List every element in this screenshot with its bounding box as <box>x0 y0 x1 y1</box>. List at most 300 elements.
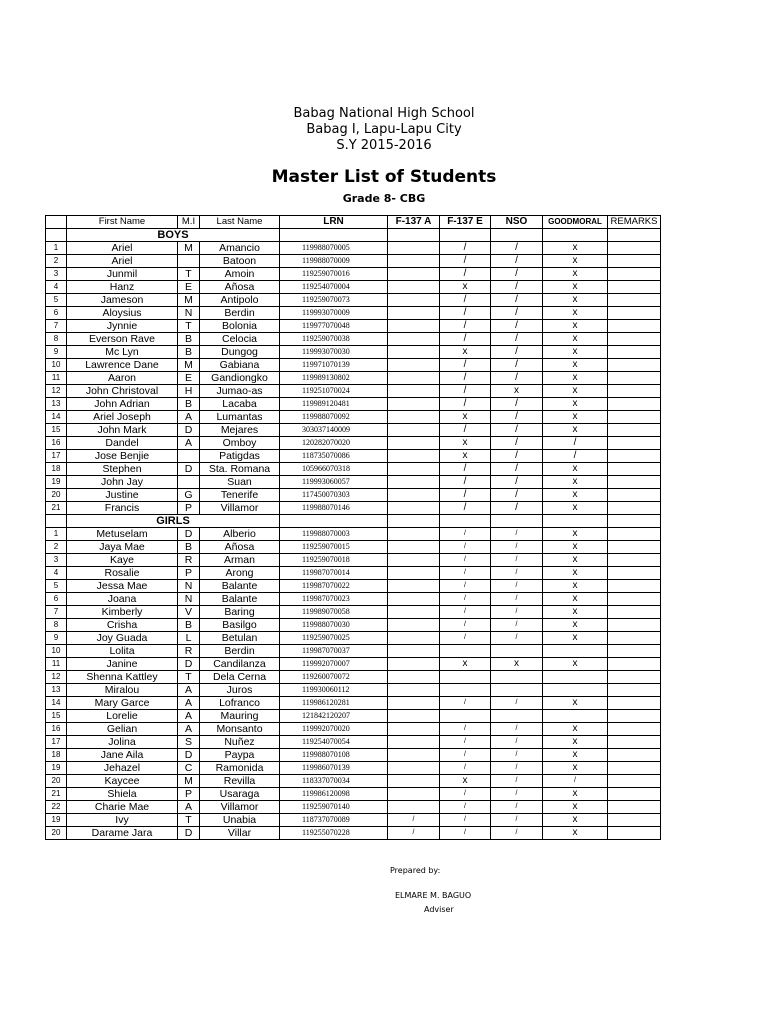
remarks-cell <box>608 658 661 671</box>
f137e-cell: / <box>440 385 491 398</box>
table-row <box>46 788 661 801</box>
first-name-cell: Kaycee <box>67 775 178 788</box>
middle-initial-cell: R <box>178 645 200 658</box>
f137a-cell <box>388 606 440 619</box>
middle-initial-cell: V <box>178 606 200 619</box>
f137a-cell <box>388 697 440 710</box>
f137e-cell <box>440 645 491 658</box>
nso-cell: / <box>491 723 543 736</box>
f137a-cell <box>388 307 440 320</box>
lrn-cell: 119254070054 <box>280 736 388 749</box>
row-number-cell: 8 <box>46 333 67 346</box>
lrn-cell: 119255070228 <box>280 827 388 840</box>
lrn-cell: 119988070030 <box>280 619 388 632</box>
middle-initial-cell: B <box>178 398 200 411</box>
last-name-cell: Mauring <box>200 710 280 723</box>
nso-cell <box>491 671 543 684</box>
goodmoral-cell: x <box>543 424 608 437</box>
row-number-cell: 10 <box>46 645 67 658</box>
remarks-cell <box>608 762 661 775</box>
nso-cell: / <box>491 541 543 554</box>
table-row <box>46 710 661 723</box>
f137a-cell <box>388 242 440 255</box>
goodmoral-cell: x <box>543 359 608 372</box>
row-number-cell: 11 <box>46 372 67 385</box>
remarks-cell <box>608 710 661 723</box>
f137a-cell <box>388 268 440 281</box>
nso-cell: / <box>491 827 543 840</box>
nso-cell: / <box>491 411 543 424</box>
prepared-by-label: Prepared by: <box>390 866 441 875</box>
lrn-cell: 303037140009 <box>280 424 388 437</box>
header-remarks: REMARKS <box>608 216 661 229</box>
remarks-cell <box>608 502 661 515</box>
lrn-cell: 120282070020 <box>280 437 388 450</box>
first-name-cell: Everson Rave <box>67 333 178 346</box>
lrn-cell: 119259070140 <box>280 801 388 814</box>
last-name-cell: Lumantas <box>200 411 280 424</box>
goodmoral-cell: x <box>543 528 608 541</box>
middle-initial-cell: L <box>178 632 200 645</box>
row-number-cell: 6 <box>46 307 67 320</box>
f137e-cell: / <box>440 398 491 411</box>
lrn-cell: 119977070048 <box>280 320 388 333</box>
table-row <box>46 359 661 372</box>
goodmoral-cell: x <box>543 541 608 554</box>
table-row <box>46 320 661 333</box>
table-row <box>46 268 661 281</box>
lrn-cell: 105966070318 <box>280 463 388 476</box>
lrn-cell: 119987070022 <box>280 580 388 593</box>
last-name-cell: Basilgo <box>200 619 280 632</box>
goodmoral-cell: x <box>543 619 608 632</box>
last-name-cell: Amoin <box>200 268 280 281</box>
first-name-cell: Junmil <box>67 268 178 281</box>
remarks-cell <box>608 645 661 658</box>
f137e-cell: x <box>440 411 491 424</box>
lrn-cell: 119988070005 <box>280 242 388 255</box>
remarks-cell <box>608 723 661 736</box>
remarks-cell <box>608 671 661 684</box>
section-cell <box>543 229 608 242</box>
last-name-cell: Antipolo <box>200 294 280 307</box>
remarks-cell <box>608 359 661 372</box>
remarks-cell <box>608 281 661 294</box>
lrn-cell: 119993060057 <box>280 476 388 489</box>
row-number-cell: 14 <box>46 411 67 424</box>
remarks-cell <box>608 749 661 762</box>
goodmoral-cell: x <box>543 606 608 619</box>
f137a-cell <box>388 541 440 554</box>
f137e-cell: / <box>440 827 491 840</box>
f137e-cell: x <box>440 281 491 294</box>
nso-cell: / <box>491 619 543 632</box>
goodmoral-cell: x <box>543 827 608 840</box>
middle-initial-cell: M <box>178 294 200 307</box>
table-row <box>46 723 661 736</box>
first-name-cell: Rosalie <box>67 567 178 580</box>
table-row <box>46 554 661 567</box>
remarks-cell <box>608 541 661 554</box>
last-name-cell: Berdin <box>200 645 280 658</box>
header-row-number <box>46 216 67 229</box>
table-row <box>46 801 661 814</box>
table-row <box>46 814 661 827</box>
table-row <box>46 294 661 307</box>
lrn-cell: 119989130802 <box>280 372 388 385</box>
last-name-cell: Baring <box>200 606 280 619</box>
goodmoral-cell: x <box>543 554 608 567</box>
table-row <box>46 372 661 385</box>
middle-initial-cell: B <box>178 346 200 359</box>
row-number-cell: 5 <box>46 580 67 593</box>
goodmoral-cell: / <box>543 450 608 463</box>
middle-initial-cell: R <box>178 554 200 567</box>
nso-cell: / <box>491 372 543 385</box>
table-row <box>46 671 661 684</box>
page-title: Master List of Students <box>271 167 497 187</box>
row-number-cell: 6 <box>46 593 67 606</box>
remarks-cell <box>608 775 661 788</box>
last-name-cell: Monsanto <box>200 723 280 736</box>
middle-initial-cell: A <box>178 723 200 736</box>
f137e-cell: / <box>440 424 491 437</box>
lrn-cell: 119987070014 <box>280 567 388 580</box>
row-number-cell: 11 <box>46 658 67 671</box>
nso-cell: / <box>491 762 543 775</box>
table-row <box>46 658 661 671</box>
nso-cell <box>491 710 543 723</box>
f137e-cell: / <box>440 567 491 580</box>
goodmoral-cell: x <box>543 463 608 476</box>
nso-cell: / <box>491 801 543 814</box>
section-label: BOYS <box>67 229 280 242</box>
nso-cell: / <box>491 554 543 567</box>
row-number-cell: 9 <box>46 632 67 645</box>
middle-initial-cell <box>178 255 200 268</box>
f137e-cell: / <box>440 580 491 593</box>
adviser-name: ELMARE M. BAGUO <box>395 891 472 900</box>
nso-cell: / <box>491 333 543 346</box>
goodmoral-cell: x <box>543 814 608 827</box>
remarks-cell <box>608 632 661 645</box>
row-number-cell: 16 <box>46 437 67 450</box>
f137a-cell <box>388 671 440 684</box>
middle-initial-cell: M <box>178 775 200 788</box>
f137a-cell: / <box>388 827 440 840</box>
nso-cell: / <box>491 632 543 645</box>
table-row <box>46 827 661 840</box>
header-goodmoral: GOODMORAL <box>543 216 608 229</box>
nso-cell: / <box>491 281 543 294</box>
lrn-cell: 119259070025 <box>280 632 388 645</box>
f137e-cell: / <box>440 788 491 801</box>
lrn-cell: 119260070072 <box>280 671 388 684</box>
table-row <box>46 476 661 489</box>
remarks-cell <box>608 697 661 710</box>
row-number-cell: 17 <box>46 450 67 463</box>
remarks-cell <box>608 827 661 840</box>
section-cell <box>280 229 388 242</box>
nso-cell <box>491 645 543 658</box>
lrn-cell: 119251070024 <box>280 385 388 398</box>
nso-cell: / <box>491 476 543 489</box>
f137e-cell <box>440 671 491 684</box>
table-row <box>46 437 661 450</box>
remarks-cell <box>608 307 661 320</box>
goodmoral-cell: x <box>543 255 608 268</box>
f137a-cell <box>388 723 440 736</box>
middle-initial-cell: D <box>178 658 200 671</box>
last-name-cell: Ramonida <box>200 762 280 775</box>
middle-initial-cell: A <box>178 710 200 723</box>
last-name-cell: Batoon <box>200 255 280 268</box>
goodmoral-cell: x <box>543 398 608 411</box>
section-cell <box>388 515 440 528</box>
nso-cell: / <box>491 320 543 333</box>
f137e-cell: / <box>440 463 491 476</box>
remarks-cell <box>608 684 661 697</box>
last-name-cell: Alberio <box>200 528 280 541</box>
nso-cell: / <box>491 502 543 515</box>
nso-cell: / <box>491 736 543 749</box>
middle-initial-cell: C <box>178 762 200 775</box>
last-name-cell: Candilanza <box>200 658 280 671</box>
first-name-cell: Joy Guada <box>67 632 178 645</box>
goodmoral-cell: x <box>543 242 608 255</box>
last-name-cell: Berdin <box>200 307 280 320</box>
row-number-cell: 4 <box>46 281 67 294</box>
middle-initial-cell <box>178 476 200 489</box>
nso-cell: / <box>491 775 543 788</box>
first-name-cell: Kaye <box>67 554 178 567</box>
lrn-cell: 119992070020 <box>280 723 388 736</box>
lrn-cell: 119989070058 <box>280 606 388 619</box>
remarks-cell <box>608 606 661 619</box>
row-number-cell: 7 <box>46 606 67 619</box>
first-name-cell: Shiela <box>67 788 178 801</box>
f137a-cell <box>388 502 440 515</box>
remarks-cell <box>608 398 661 411</box>
row-number-cell: 12 <box>46 671 67 684</box>
table-row <box>46 762 661 775</box>
last-name-cell: Villar <box>200 827 280 840</box>
f137a-cell <box>388 762 440 775</box>
f137e-cell: / <box>440 268 491 281</box>
f137a-cell <box>388 320 440 333</box>
table-row <box>46 606 661 619</box>
f137a-cell <box>388 593 440 606</box>
f137e-cell: / <box>440 242 491 255</box>
first-name-cell: Jehazel <box>67 762 178 775</box>
header-f137a: F-137 A <box>388 216 440 229</box>
nso-cell: / <box>491 567 543 580</box>
goodmoral-cell <box>543 671 608 684</box>
lrn-cell: 119971070139 <box>280 359 388 372</box>
nso-cell <box>491 684 543 697</box>
row-number-cell: 20 <box>46 775 67 788</box>
first-name-cell: Joana <box>67 593 178 606</box>
nso-cell: / <box>491 749 543 762</box>
f137e-cell: / <box>440 307 491 320</box>
nso-cell: / <box>491 437 543 450</box>
first-name-cell: Hanz <box>67 281 178 294</box>
remarks-cell <box>608 424 661 437</box>
section-cell <box>46 515 67 528</box>
middle-initial-cell: T <box>178 268 200 281</box>
lrn-cell: 118737070089 <box>280 814 388 827</box>
lrn-cell: 118735070086 <box>280 450 388 463</box>
nso-cell: / <box>491 450 543 463</box>
row-number-cell: 15 <box>46 424 67 437</box>
goodmoral-cell <box>543 684 608 697</box>
last-name-cell: Celocia <box>200 333 280 346</box>
first-name-cell: Jaya Mae <box>67 541 178 554</box>
table-row <box>46 450 661 463</box>
table-row <box>46 463 661 476</box>
goodmoral-cell: x <box>543 294 608 307</box>
goodmoral-cell: x <box>543 307 608 320</box>
section-cell <box>280 515 388 528</box>
f137e-cell: / <box>440 593 491 606</box>
middle-initial-cell: M <box>178 242 200 255</box>
row-number-cell: 14 <box>46 697 67 710</box>
f137e-cell: x <box>440 346 491 359</box>
table-row <box>46 307 661 320</box>
row-number-cell: 19 <box>46 476 67 489</box>
row-number-cell: 19 <box>46 814 67 827</box>
last-name-cell: Villamor <box>200 502 280 515</box>
row-number-cell: 21 <box>46 788 67 801</box>
nso-cell: / <box>491 359 543 372</box>
first-name-cell: Mc Lyn <box>67 346 178 359</box>
remarks-cell <box>608 593 661 606</box>
lrn-cell: 119986070139 <box>280 762 388 775</box>
last-name-cell: Mejares <box>200 424 280 437</box>
remarks-cell <box>608 333 661 346</box>
middle-initial-cell: P <box>178 567 200 580</box>
first-name-cell: Jameson <box>67 294 178 307</box>
remarks-cell <box>608 801 661 814</box>
first-name-cell: Charie Mae <box>67 801 178 814</box>
last-name-cell: Tenerife <box>200 489 280 502</box>
last-name-cell: Gabiana <box>200 359 280 372</box>
row-number-cell: 10 <box>46 359 67 372</box>
remarks-cell <box>608 411 661 424</box>
remarks-cell <box>608 528 661 541</box>
row-number-cell: 16 <box>46 723 67 736</box>
row-number-cell: 1 <box>46 528 67 541</box>
middle-initial-cell <box>178 450 200 463</box>
section-cell <box>491 229 543 242</box>
row-number-cell: 20 <box>46 827 67 840</box>
first-name-cell: Kimberly <box>67 606 178 619</box>
lrn-cell: 119993070009 <box>280 307 388 320</box>
header-f137e: F-137 E <box>440 216 491 229</box>
last-name-cell: Omboy <box>200 437 280 450</box>
middle-initial-cell: A <box>178 801 200 814</box>
table-row <box>46 645 661 658</box>
last-name-cell: Villamor <box>200 801 280 814</box>
remarks-cell <box>608 268 661 281</box>
section-cell <box>440 515 491 528</box>
f137e-cell: / <box>440 814 491 827</box>
section-cell <box>491 515 543 528</box>
goodmoral-cell <box>543 645 608 658</box>
nso-cell: / <box>491 788 543 801</box>
middle-initial-cell: T <box>178 671 200 684</box>
goodmoral-cell: x <box>543 385 608 398</box>
lrn-cell: 119988070146 <box>280 502 388 515</box>
goodmoral-cell: x <box>543 411 608 424</box>
nso-cell: / <box>491 593 543 606</box>
first-name-cell: Shenna Kattley <box>67 671 178 684</box>
row-number-cell: 18 <box>46 749 67 762</box>
nso-cell: / <box>491 489 543 502</box>
first-name-cell: Miralou <box>67 684 178 697</box>
last-name-cell: Añosa <box>200 281 280 294</box>
goodmoral-cell: x <box>543 736 608 749</box>
last-name-cell: Juros <box>200 684 280 697</box>
lrn-cell: 119986120281 <box>280 697 388 710</box>
first-name-cell: Jessa Mae <box>67 580 178 593</box>
table-row <box>46 411 661 424</box>
remarks-cell <box>608 489 661 502</box>
f137a-cell <box>388 710 440 723</box>
last-name-cell: Gandiongko <box>200 372 280 385</box>
first-name-cell: Ariel <box>67 242 178 255</box>
f137a-cell <box>388 463 440 476</box>
first-name-cell: Lolita <box>67 645 178 658</box>
f137e-cell: / <box>440 502 491 515</box>
f137e-cell: x <box>440 658 491 671</box>
table-row <box>46 775 661 788</box>
f137a-cell <box>388 736 440 749</box>
f137a-cell <box>388 580 440 593</box>
middle-initial-cell: B <box>178 619 200 632</box>
goodmoral-cell: x <box>543 801 608 814</box>
f137e-cell: / <box>440 632 491 645</box>
last-name-cell: Amancio <box>200 242 280 255</box>
table-row <box>46 502 661 515</box>
f137a-cell <box>388 775 440 788</box>
table-row <box>46 255 661 268</box>
nso-cell: / <box>491 255 543 268</box>
middle-initial-cell: A <box>178 411 200 424</box>
lrn-cell: 119993070030 <box>280 346 388 359</box>
f137a-cell <box>388 749 440 762</box>
row-number-cell: 5 <box>46 294 67 307</box>
nso-cell: / <box>491 814 543 827</box>
school-name: Babag National High School <box>293 106 475 121</box>
f137e-cell: / <box>440 749 491 762</box>
last-name-cell: Unabia <box>200 814 280 827</box>
row-number-cell: 13 <box>46 684 67 697</box>
lrn-cell: 119259070015 <box>280 541 388 554</box>
f137a-cell <box>388 645 440 658</box>
f137a-cell <box>388 658 440 671</box>
goodmoral-cell: x <box>543 567 608 580</box>
first-name-cell: Jane Aila <box>67 749 178 762</box>
remarks-cell <box>608 736 661 749</box>
table-row <box>46 684 661 697</box>
remarks-cell <box>608 788 661 801</box>
f137a-cell <box>388 567 440 580</box>
row-number-cell: 4 <box>46 567 67 580</box>
remarks-cell <box>608 437 661 450</box>
lrn-cell: 119988070092 <box>280 411 388 424</box>
row-number-cell: 8 <box>46 619 67 632</box>
